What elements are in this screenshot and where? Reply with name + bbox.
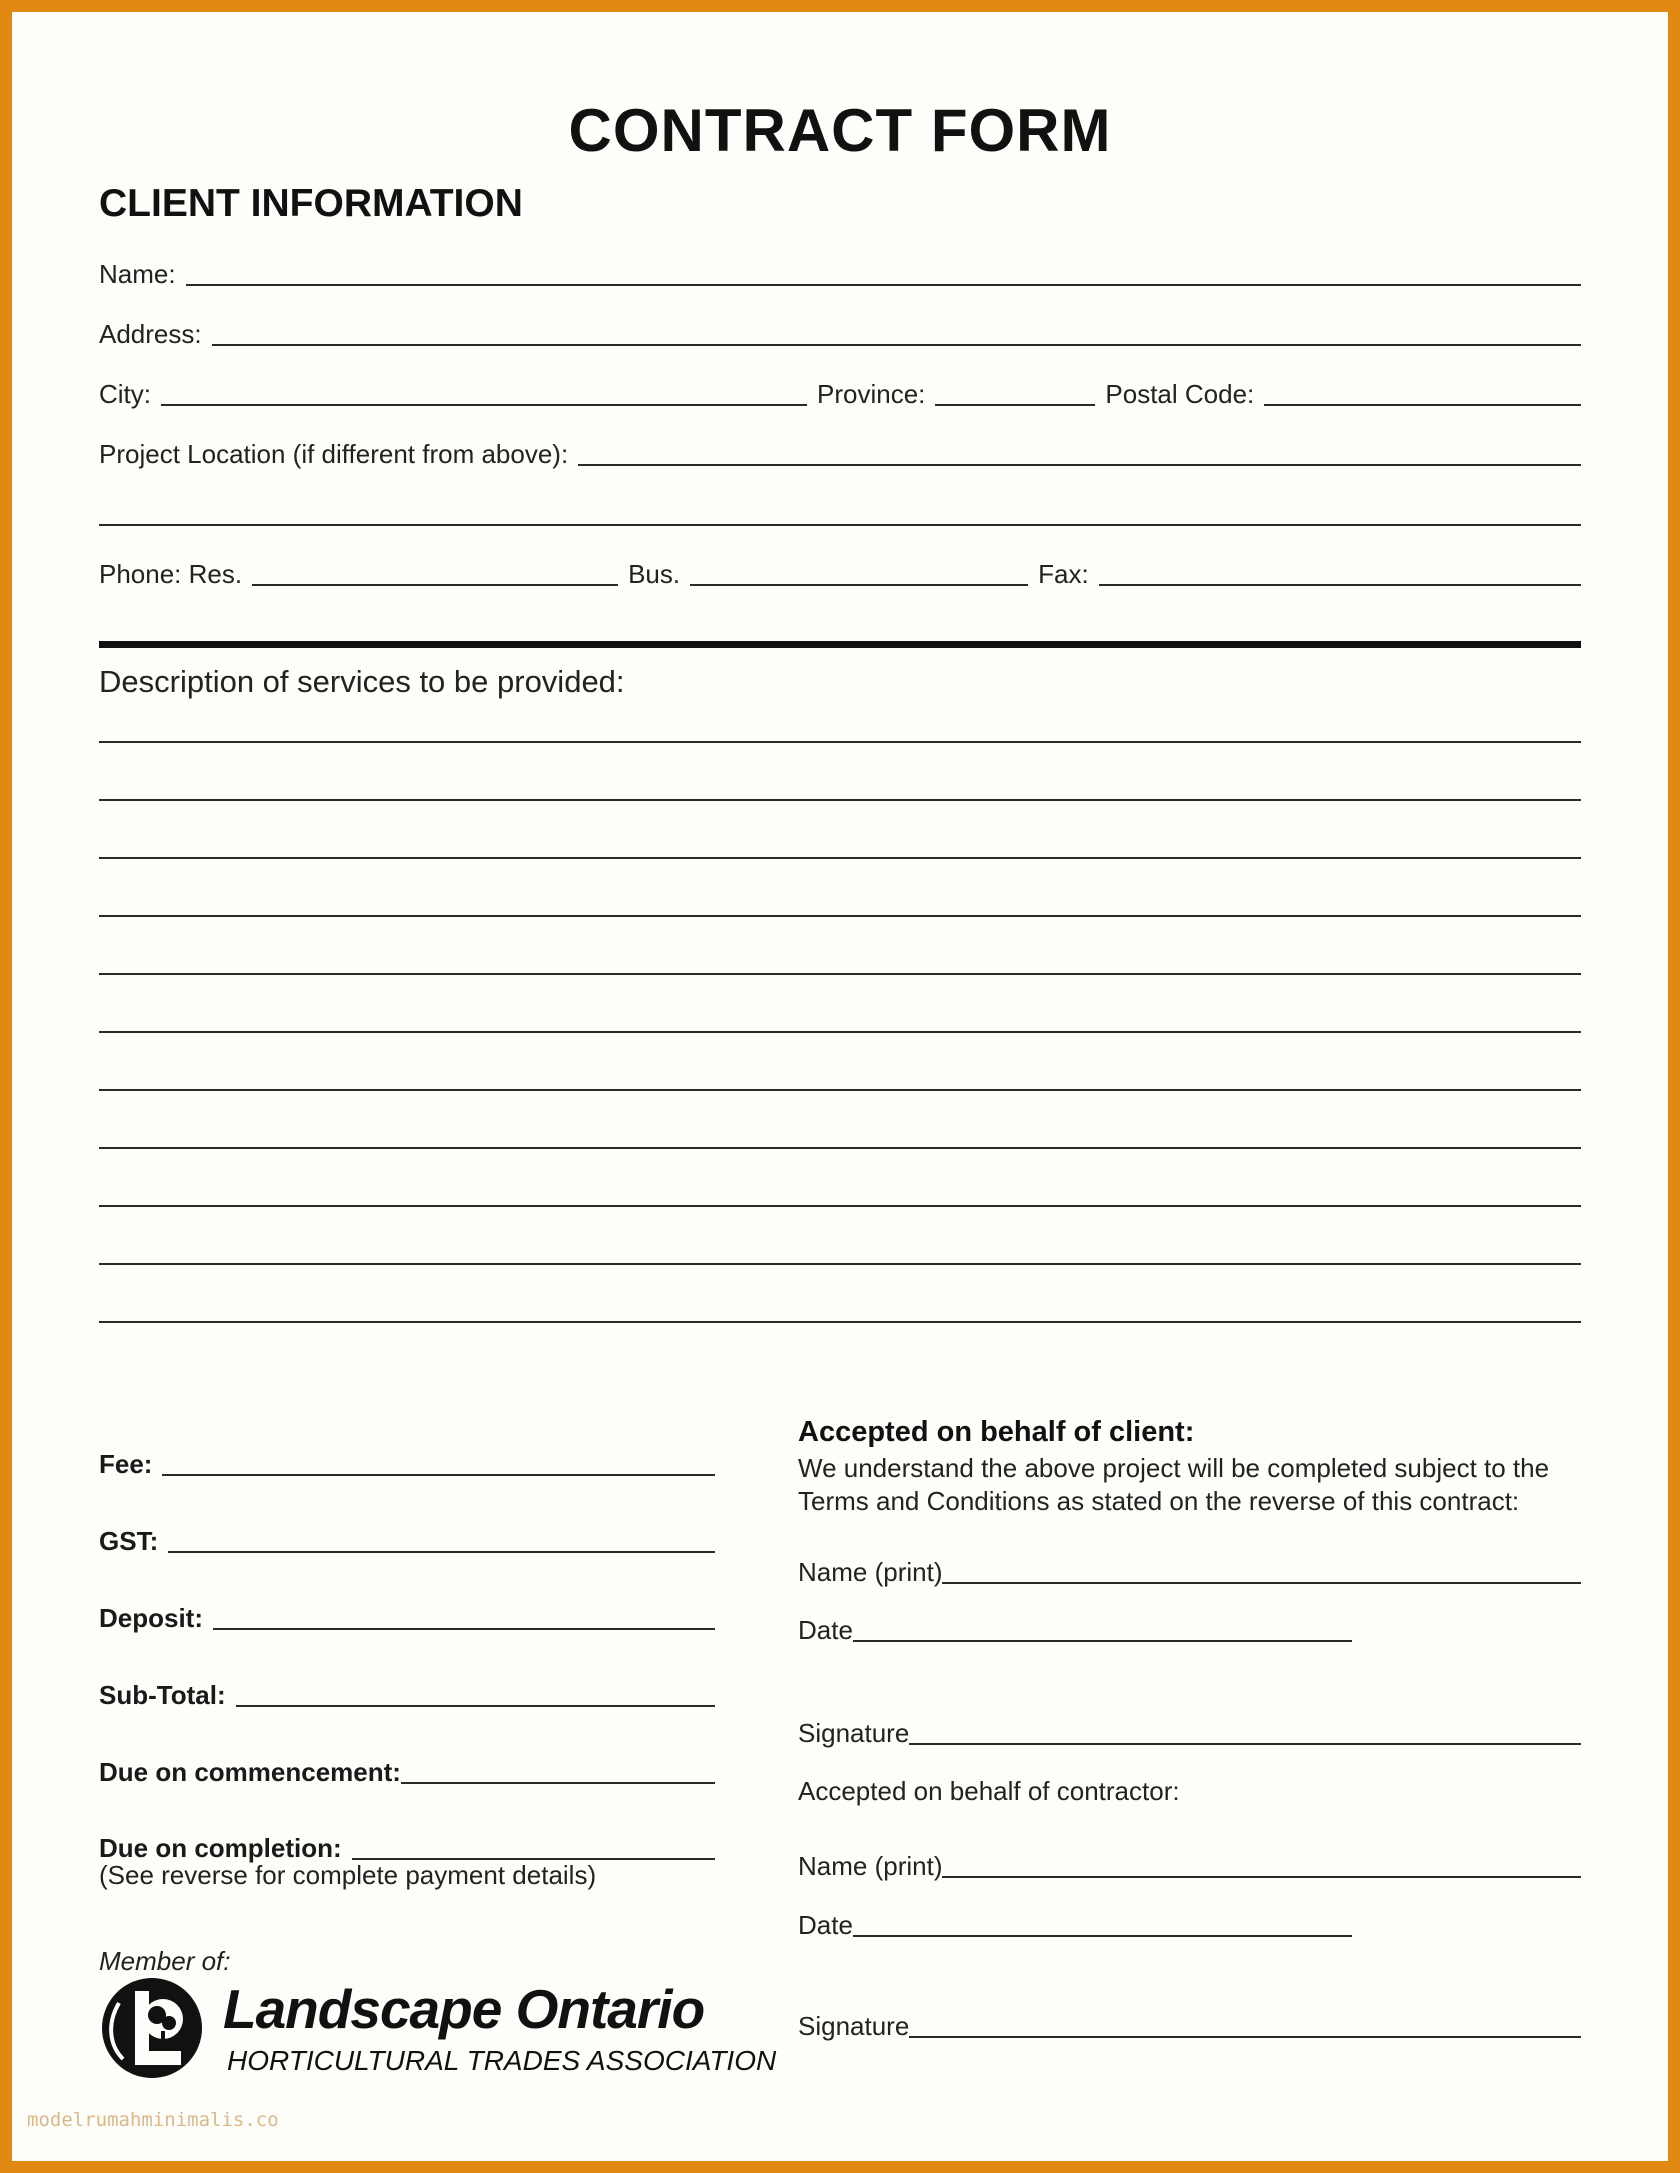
due-completion-label: Due on completion:	[99, 1833, 342, 1863]
city-row	[99, 370, 1581, 410]
subtotal-row	[99, 1671, 715, 1711]
gst-field[interactable]	[168, 1550, 715, 1553]
client-signature-row	[798, 1709, 1581, 1749]
city-label: City:	[99, 379, 151, 409]
landscape-ontario-logo	[97, 1969, 777, 2089]
project-location-field[interactable]	[578, 463, 1581, 466]
tree-emblem-icon	[97, 1973, 207, 2083]
contractor-date-field[interactable]	[853, 1934, 1352, 1937]
province-field[interactable]	[935, 403, 1095, 406]
client-date-field[interactable]	[853, 1639, 1352, 1642]
name-row	[99, 250, 1581, 290]
contractor-name-print-field[interactable]	[942, 1875, 1581, 1878]
member-of-label: Member of:	[99, 1946, 231, 1976]
deposit-row	[99, 1594, 715, 1634]
description-line[interactable]	[99, 1321, 1581, 1323]
postal-code-field[interactable]	[1264, 403, 1581, 406]
bus-field[interactable]	[690, 583, 1028, 586]
client-date-row	[798, 1606, 1352, 1646]
contractor-name-print-label: Name (print)	[798, 1851, 943, 1881]
description-label: Description of services to be provided:	[99, 664, 625, 699]
client-signature-field[interactable]	[909, 1742, 1581, 1745]
postal-code-label: Postal Code:	[1105, 379, 1255, 409]
logo-name: Landscape Ontario	[223, 1978, 705, 2040]
deposit-field[interactable]	[213, 1627, 715, 1630]
client-name-print-label: Name (print)	[798, 1557, 943, 1587]
city-field[interactable]	[161, 403, 807, 406]
description-line[interactable]	[99, 741, 1581, 743]
client-date-label: Date	[798, 1615, 853, 1645]
fee-field[interactable]	[162, 1473, 715, 1476]
contractor-date-label: Date	[798, 1910, 853, 1940]
watermark: modelrumahminimalis.co	[27, 2109, 279, 2131]
client-acceptance-title: Accepted on behalf of client:	[798, 1416, 1195, 1448]
address-row	[99, 310, 1581, 350]
contract-form-page	[12, 12, 1668, 2161]
form-title: CONTRACT FORM	[568, 97, 1112, 164]
due-commencement-field[interactable]	[401, 1781, 715, 1784]
due-commencement-label: Due on commencement:	[99, 1757, 401, 1787]
contractor-acceptance-title: Accepted on behalf of contractor:	[798, 1776, 1180, 1806]
address-field[interactable]	[212, 343, 1581, 346]
description-line[interactable]	[99, 1263, 1581, 1265]
address-label: Address:	[99, 319, 202, 349]
province-label: Province:	[817, 379, 926, 409]
description-line[interactable]	[99, 857, 1581, 859]
name-field[interactable]	[186, 283, 1581, 286]
payment-note: (See reverse for complete payment details)	[99, 1860, 597, 1890]
contractor-signature-field[interactable]	[909, 2035, 1581, 2038]
contractor-signature-label: Signature	[798, 2011, 910, 2041]
description-line[interactable]	[99, 799, 1581, 801]
gst-label: GST:	[99, 1526, 159, 1556]
section-divider	[99, 641, 1581, 648]
phone-res-label: Phone: Res.	[99, 559, 243, 589]
subtotal-label: Sub-Total:	[99, 1680, 226, 1710]
fax-field[interactable]	[1099, 583, 1581, 586]
client-information-heading: CLIENT INFORMATION	[99, 182, 523, 225]
fee-row	[99, 1440, 715, 1480]
contractor-signature-row	[798, 2002, 1581, 2042]
description-line[interactable]	[99, 1031, 1581, 1033]
description-line[interactable]	[99, 973, 1581, 975]
gst-row	[99, 1517, 715, 1557]
description-line[interactable]	[99, 915, 1581, 917]
phone-row	[99, 550, 1581, 590]
deposit-label: Deposit:	[99, 1603, 203, 1633]
description-line[interactable]	[99, 1147, 1581, 1149]
phone-res-field[interactable]	[252, 583, 618, 586]
client-name-print-field[interactable]	[942, 1581, 1581, 1584]
client-signature-label: Signature	[798, 1718, 910, 1748]
project-location-row-2	[99, 490, 1581, 530]
fee-label: Fee:	[99, 1449, 153, 1479]
project-location-label: Project Location (if different from above):	[99, 439, 569, 469]
bus-label: Bus.	[628, 559, 681, 589]
project-location-row	[99, 430, 1581, 470]
due-commencement-row	[99, 1748, 715, 1788]
description-line[interactable]	[99, 1205, 1581, 1207]
contractor-name-row	[798, 1842, 1581, 1882]
logo-subtitle: HORTICULTURAL TRADES ASSOCIATION	[227, 2045, 777, 2076]
project-location-field-2[interactable]	[99, 523, 1581, 526]
client-name-row	[798, 1548, 1581, 1588]
subtotal-field[interactable]	[236, 1704, 715, 1707]
client-acceptance-text: We understand the above project will be completed subject to the Terms and Conditions as stated on the reverse of this contract:	[798, 1453, 1550, 1516]
description-line[interactable]	[99, 1089, 1581, 1091]
due-completion-row	[99, 1824, 715, 1864]
name-label: Name:	[99, 259, 176, 289]
contractor-date-row	[798, 1901, 1352, 1941]
fax-label: Fax:	[1038, 559, 1089, 589]
